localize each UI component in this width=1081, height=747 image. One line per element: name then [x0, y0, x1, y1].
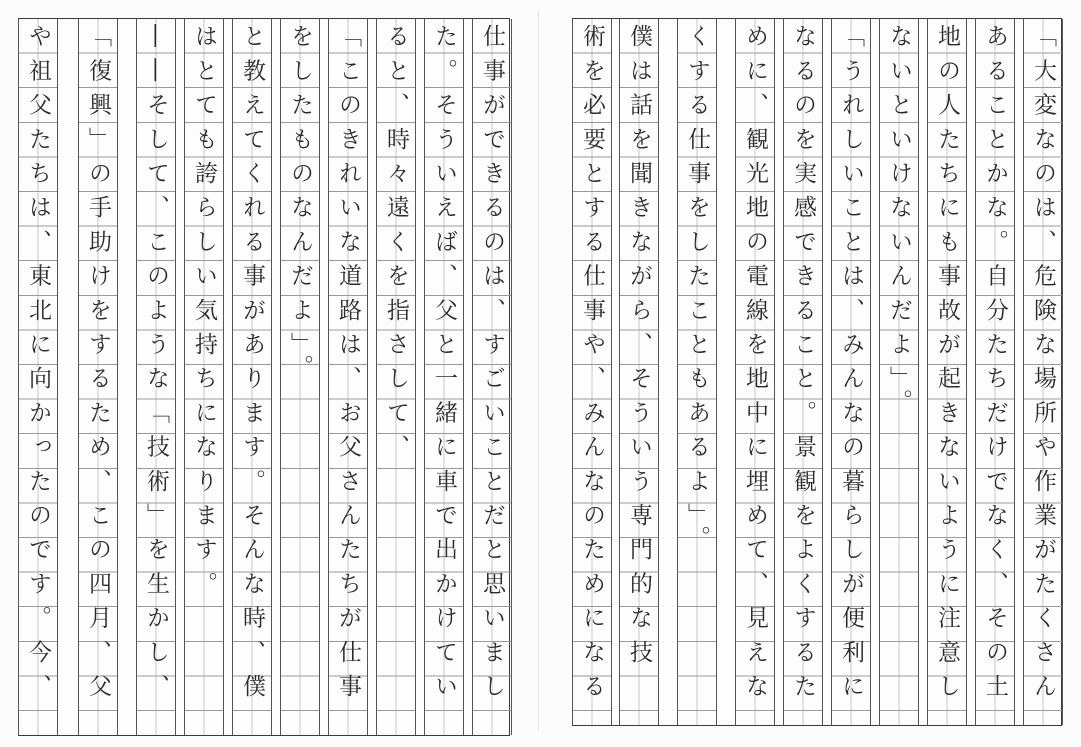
column-text: あることかな。自分たちだけでなく、その土	[982, 24, 1008, 708]
column-text: た。そういえば、父と一緒に車で出かけてい	[431, 24, 457, 708]
column-text: なるのを実感できること。景観をよくするた	[790, 24, 816, 708]
column-text: ると、時々遠くを指さして、	[383, 24, 409, 469]
manuscript-column	[677, 19, 717, 725]
manuscript-column	[472, 19, 512, 735]
manuscript-column	[879, 19, 919, 725]
column-text: 仕事ができるのは、すごいことだと思いまし	[479, 24, 505, 708]
left-page	[18, 18, 510, 736]
fold-line	[538, 10, 539, 730]
column-text: ないといけないんだよ」。	[886, 24, 912, 423]
manuscript-column	[1023, 19, 1063, 725]
manuscript-column	[975, 19, 1015, 725]
manuscript-column	[735, 19, 775, 725]
column-text: や祖父たちは、東北に向かったのです。今、	[25, 24, 51, 708]
manuscript-column	[927, 19, 967, 725]
manuscript-column	[783, 19, 823, 725]
manuscript-column	[184, 19, 224, 735]
manuscript-column	[136, 19, 176, 735]
column-text: 僕は話を聞きながら、そういう専門的な技	[626, 24, 652, 674]
column-text: 「うれしいことは、みんなの暮らしが便利に	[838, 24, 864, 708]
column-text: と教えてくれる事があります。そんな時、僕	[239, 24, 265, 708]
column-text: 「大変なのは、危険な場所や作業がたくさん	[1030, 24, 1056, 708]
manuscript-column	[18, 19, 58, 735]
manuscript-column	[619, 19, 659, 725]
column-text: をしたものなんだよ」。	[287, 24, 313, 389]
manuscript-column	[572, 19, 612, 725]
column-text: 術を必要とする仕事や、みんなのためになる	[579, 24, 605, 708]
manuscript-column	[376, 19, 416, 735]
column-text: ――そして、このような「技術」を生かし、	[143, 24, 169, 708]
manuscript-column	[424, 19, 464, 735]
column-text: 「このきれいな道路は、お父さんたちが仕事	[335, 24, 361, 708]
column-text: 「復興」の手助けをするため、この四月、父	[85, 24, 111, 708]
manuscript-column	[232, 19, 272, 735]
right-page	[572, 18, 1062, 726]
manuscript-column	[831, 19, 871, 725]
manuscript-column	[328, 19, 368, 735]
column-text: はとても誇らしい気持ちになります。	[191, 24, 217, 606]
manuscript-column	[78, 19, 118, 735]
column-text: くする仕事をしたこともあるよ」。	[684, 24, 710, 560]
manuscript-column	[280, 19, 320, 735]
column-text: めに、観光地の電線を地中に埋めて、見えな	[742, 24, 768, 708]
column-text: 地の人たちにも事故が起きないように注意し	[934, 24, 960, 709]
